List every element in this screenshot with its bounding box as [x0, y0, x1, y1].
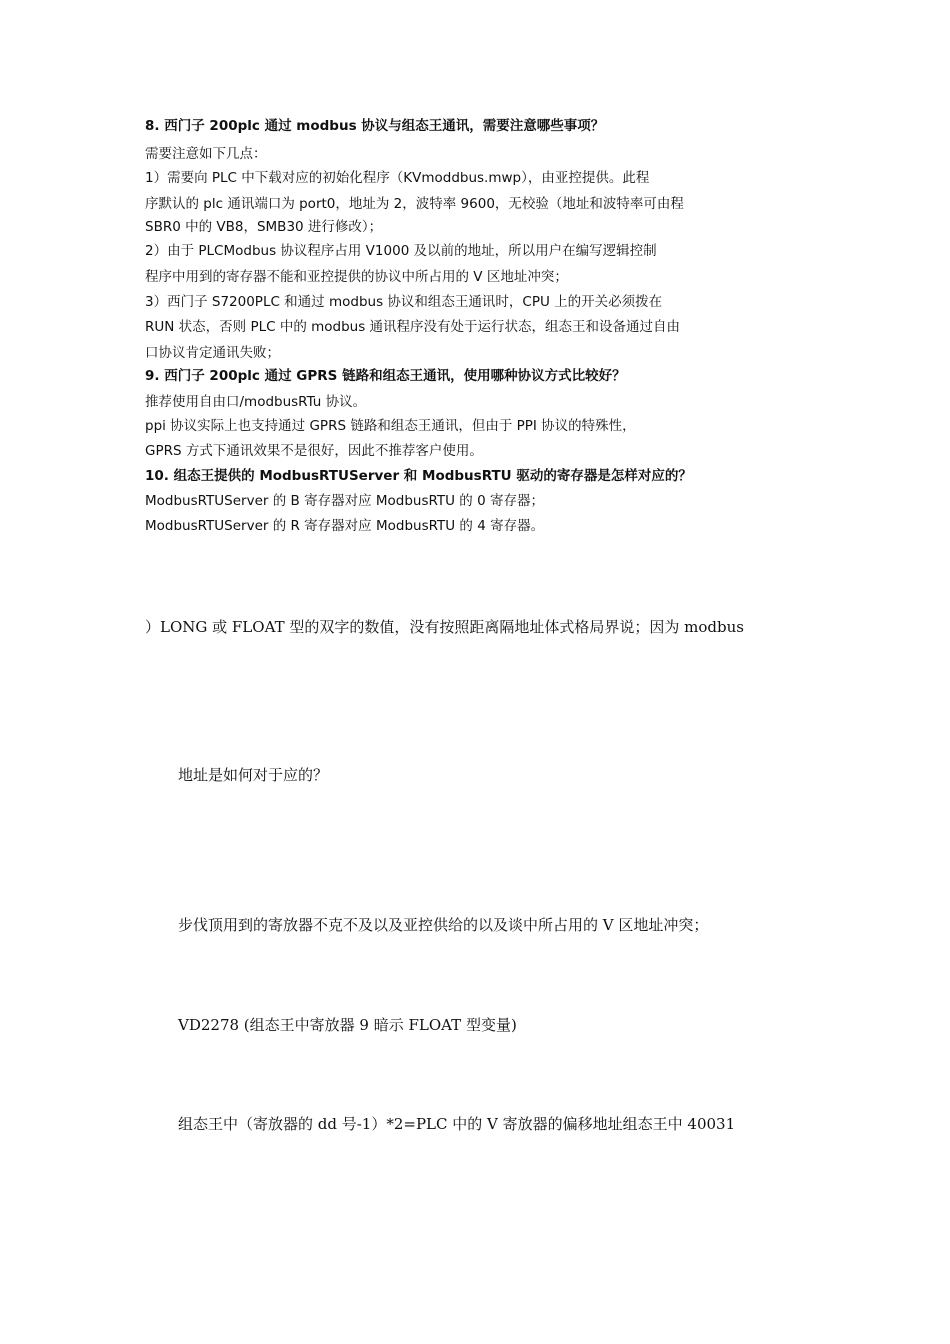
- text-line: 口协议肯定通讯失败；: [145, 345, 280, 361]
- faq-question-10: 10. 组态王提供的 ModbusRTUServer 和 ModbusRTU 驱动的寄存器是怎样对应的？: [145, 468, 692, 484]
- text-line: ModbusRTUServer 的 R 寄存器对应 ModbusRTU 的 4 寄存器。: [145, 518, 545, 534]
- faq-question-8: 8. 西门子 200plc 通过 modbus 协议与组态王通讯，需要注意哪些事项？: [145, 118, 605, 134]
- text-line: 程序中用到的寄存器不能和亚控提供的协议中所占用的 V 区地址冲突；: [145, 269, 568, 285]
- text-line: 组态王中（寄放器的 dd 号-1）*2=PLC 中的 V 寄放器的偏移地址组态王中 40031: [178, 1115, 736, 1133]
- faq-question-9: 9. 西门子 200plc 通过 GPRS 链路和组态王通讯，使用哪种协议方式比较好？: [145, 368, 626, 384]
- text-line: 推荐使用自由口/modbusRTu 协议。: [145, 394, 367, 410]
- text-line: 需要注意如下几点：: [145, 146, 267, 162]
- text-line: 地址是如何对于应的？: [178, 766, 329, 784]
- text-line: 1）需要向 PLC 中下载对应的初始化程序（KVmoddbus.mwp），由亚控提供。此程: [145, 170, 650, 186]
- text-line: ppi 协议实际上也支持通过 GPRS 链路和组态王通讯，但由于 PPI 协议的特殊性，: [145, 418, 636, 434]
- text-line: GPRS 方式下通讯效果不是很好，因此不推荐客户使用。: [145, 443, 483, 459]
- text-line: ModbusRTUServer 的 B 寄存器对应 ModbusRTU 的 0 寄存器；: [145, 493, 544, 509]
- text-line: 序默认的 plc 通讯端口为 port0，地址为 2，波特率 9600，无校验（地址和波特率可由程: [145, 196, 684, 212]
- text-line: 2）由于 PLCModbus 协议程序占用 V1000 及以前的地址，所以用户在编写逻辑控制: [145, 243, 657, 259]
- text-line: RUN 状态，否则 PLC 中的 modbus 通讯程序没有处于运行状态，组态王和设备通过自由: [145, 319, 681, 335]
- text-line: 步伐顶用到的寄放器不克不及以及亚控供给的以及谈中所占用的 V 区地址冲突；: [178, 916, 709, 934]
- text-line: VD2278 (组态王中寄放器 9 暗示 FLOAT 型变量): [178, 1016, 517, 1034]
- text-line: ）LONG 或 FLOAT 型的双字的数值，没有按照距离隔地址体式格局界说；因为 modbus: [145, 618, 744, 636]
- text-line: 3）西门子 S7200PLC 和通过 modbus 协议和组态王通讯时，CPU 上的开关必须拨在: [145, 294, 663, 310]
- text-line: SBR0 中的 VB8，SMB30 进行修改）；: [145, 219, 383, 235]
